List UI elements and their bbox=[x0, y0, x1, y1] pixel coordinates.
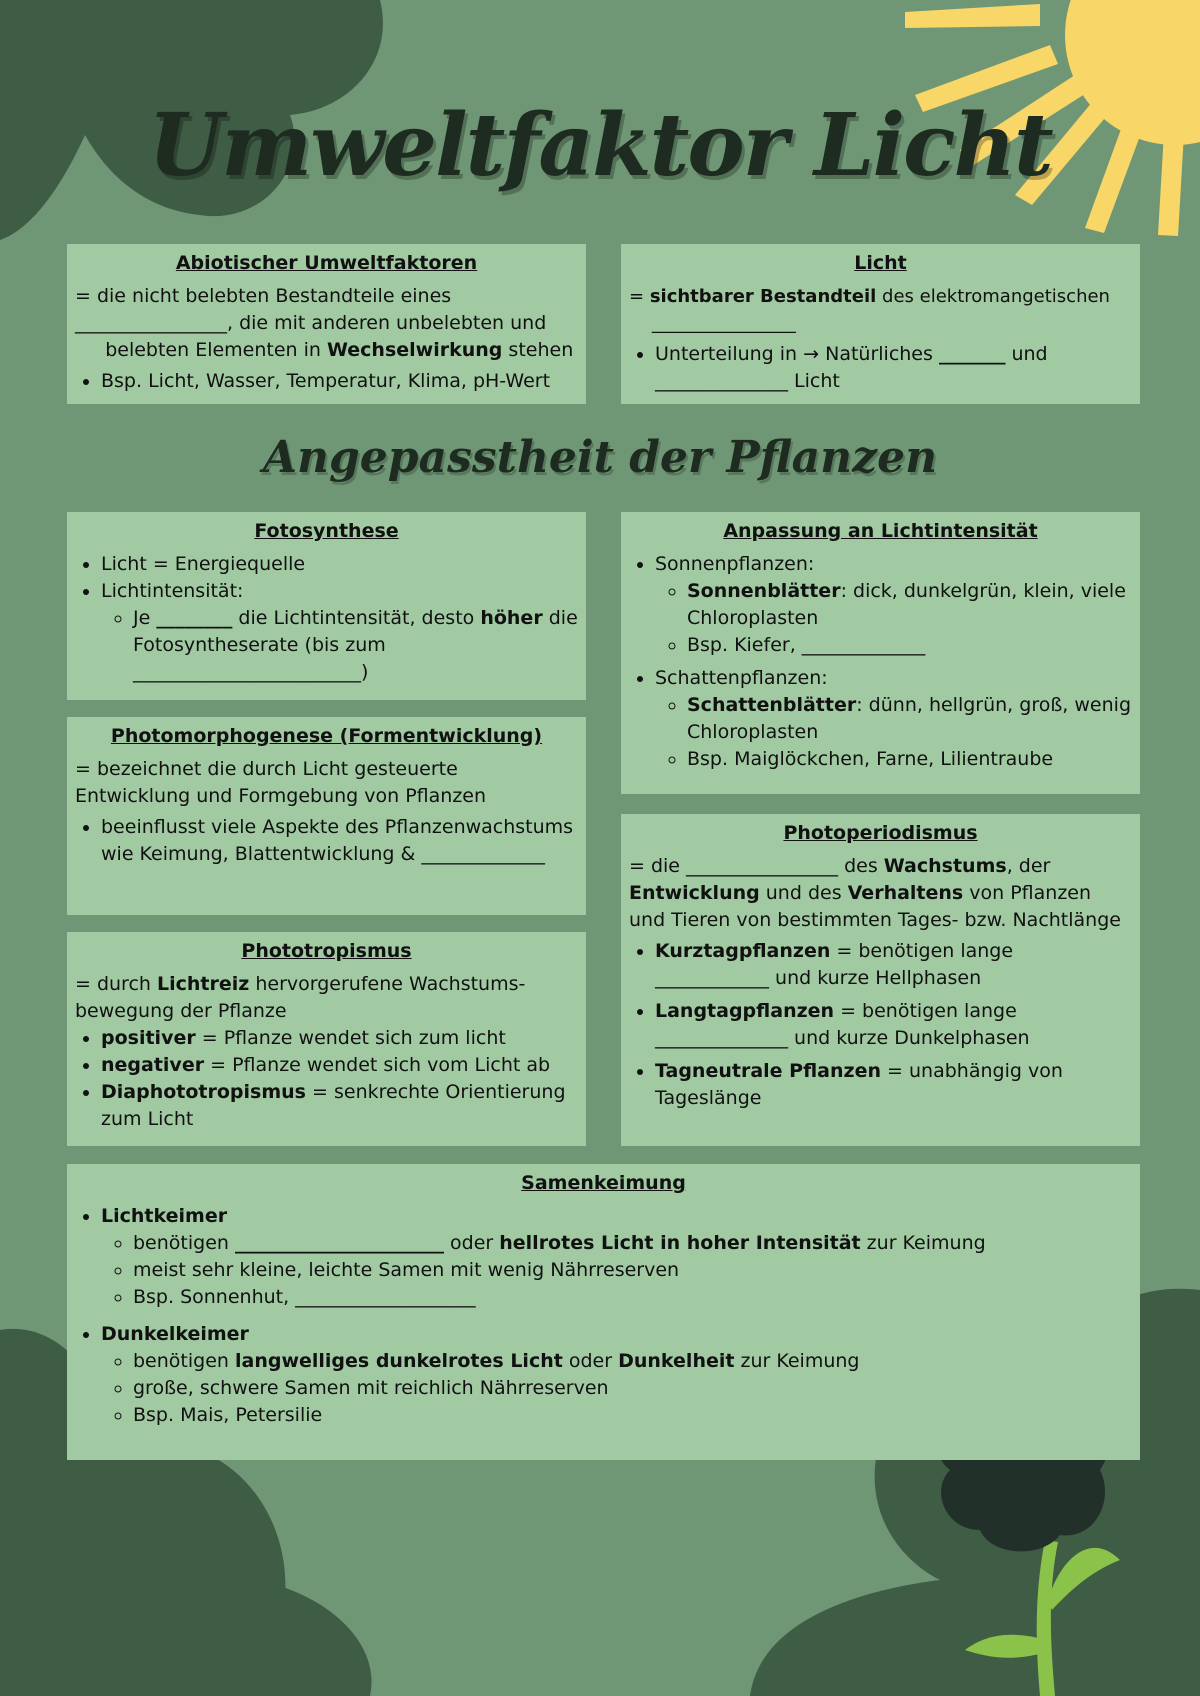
samen-heading: Samenkeimung bbox=[521, 1172, 686, 1194]
anpassung-s1-b: : dick, dunkelgrün, klein, viele Chloroplasten bbox=[687, 580, 1126, 629]
list-item: ◦ Bsp. Maiglöckchen, Farne, Lilientraube bbox=[687, 746, 1132, 773]
photoperiod-def-d: Entwicklung bbox=[629, 882, 760, 904]
photoperiod-b2-a: Langtagpflanzen bbox=[655, 1000, 835, 1022]
page-title: Umweltfaktor Licht bbox=[148, 95, 1052, 196]
anpassung-s1-a: Sonnenblätter bbox=[687, 580, 841, 602]
photomorpho-list bbox=[75, 814, 578, 868]
photoperiod-list bbox=[629, 938, 1132, 1112]
list-item bbox=[101, 1052, 578, 1079]
phototropismus-b2-b: = Pflanze wendet sich vom Licht ab bbox=[204, 1054, 551, 1076]
list-item bbox=[655, 341, 1132, 395]
phototropismus-b1-a: positiver bbox=[101, 1027, 196, 1049]
anpassung-sublist bbox=[655, 692, 1132, 773]
samen-b1: Lichtkeimer bbox=[101, 1205, 228, 1227]
samen-b2: Dunkelkeimer bbox=[101, 1323, 249, 1345]
list-item bbox=[655, 665, 1132, 773]
licht-box bbox=[621, 244, 1140, 404]
photoperiod-def-b: Wachstums bbox=[883, 855, 1007, 877]
list-item bbox=[101, 1025, 578, 1052]
photoperiod-b1-b: = benötigen lange ____________ und kurze Hellphasen bbox=[655, 940, 1014, 989]
list-item: ◦ große, schwere Samen mit reichlich Nährreserven bbox=[133, 1375, 1132, 1402]
list-item bbox=[133, 605, 578, 686]
phototropismus-b3-b: = senkrechte Orientierung zum Licht bbox=[101, 1081, 566, 1130]
photomorpho-definition: = bezeichnet die durch Licht gesteuerte Entwicklung und Formgebung von Pflanzen bbox=[75, 758, 487, 807]
photomorpho-box bbox=[67, 717, 586, 915]
abiotisch-def-d: Wechselwirkung bbox=[327, 339, 503, 361]
fotosynthese-b2: Lichtintensität: bbox=[101, 580, 244, 602]
licht-list bbox=[629, 341, 1132, 395]
phototropismus-list bbox=[75, 1025, 578, 1133]
fotosynthese-box bbox=[67, 512, 586, 700]
abiotisch-list bbox=[75, 368, 578, 395]
fotosynthese-s1-e: die Fotosyntheserate (bis zum ________________________) bbox=[133, 607, 578, 683]
list-item bbox=[687, 578, 1132, 632]
photoperiod-def-a: = die ________________ des bbox=[629, 855, 884, 877]
photoperiod-b3-b: = unabhängig von Tageslänge bbox=[655, 1060, 1063, 1109]
photoperiod-box bbox=[621, 814, 1140, 1146]
photoperiod-def-c: , der bbox=[1006, 855, 1051, 877]
samen-sublist bbox=[101, 1230, 1132, 1311]
samen-list bbox=[75, 1203, 1132, 1429]
licht-def-b: sichtbarer Bestandteil bbox=[649, 286, 877, 307]
abiotisch-def-c: belebten Elementen in bbox=[105, 339, 327, 361]
licht-def-d: ________________ bbox=[651, 313, 796, 334]
photoperiod-b3-a: Tagneutrale Pflanzen bbox=[655, 1060, 881, 1082]
list-item: • beeinflusst viele Aspekte des Pflanzenwachstums wie Keimung, Blattentwicklung & _____________ bbox=[101, 814, 578, 868]
abiotisch-def-a: = die nicht belebten Bestandteile eines bbox=[75, 285, 452, 307]
fotosynthese-s1-a: Je bbox=[133, 607, 157, 629]
fotosynthese-s1-c: die Lichtintensität, desto bbox=[232, 607, 481, 629]
list-item bbox=[133, 1348, 1132, 1375]
samen-s4-d: Dunkelheit bbox=[618, 1350, 735, 1372]
photoperiod-definition bbox=[629, 853, 1132, 934]
abiotisch-def-e: stehen bbox=[502, 339, 574, 361]
anpassung-sublist bbox=[655, 578, 1132, 659]
samen-s1-e: zur Keimung bbox=[860, 1232, 986, 1254]
samen-s1-c: oder bbox=[443, 1232, 500, 1254]
photomorpho-heading: Photomorphogenese (Formentwicklung) bbox=[110, 725, 543, 747]
anpassung-b2: Schattenpflanzen: bbox=[655, 667, 828, 689]
abiotisch-heading: Abiotischer Umweltfaktoren bbox=[175, 252, 478, 274]
licht-bullet-c: und bbox=[1005, 343, 1048, 365]
list-item bbox=[655, 1058, 1132, 1112]
photoperiod-def-e: und des bbox=[759, 882, 848, 904]
anpassung-list bbox=[629, 551, 1132, 773]
phototropismus-def-a: = durch bbox=[75, 973, 157, 995]
list-item: ◦ meist sehr kleine, leichte Samen mit wenig Nährreserven bbox=[133, 1257, 1132, 1284]
fotosynthese-s1-b: ________ bbox=[156, 607, 233, 629]
photoperiod-heading: Photoperiodismus bbox=[783, 822, 978, 844]
phototropismus-definition bbox=[75, 971, 578, 1025]
list-item: • Bsp. Licht, Wasser, Temperatur, Klima, pH-Wert bbox=[101, 368, 578, 395]
abiotisch-definition bbox=[75, 283, 578, 364]
anpassung-heading: Anpassung an Lichtintensität bbox=[723, 520, 1038, 542]
samen-sublist bbox=[101, 1348, 1132, 1429]
phototropismus-def-c: hervorgerufene Wachstums-bewegung der Pflanze bbox=[75, 973, 526, 1022]
list-item bbox=[655, 998, 1132, 1052]
licht-bullet-a: Unterteilung in → Natürliches bbox=[655, 343, 939, 365]
licht-bullet-d: ______________ Licht bbox=[655, 370, 840, 392]
photoperiod-b2-b: = benötigen lange ______________ und kurze Dunkelphasen bbox=[655, 1000, 1030, 1049]
fotosynthese-sublist bbox=[101, 605, 578, 686]
licht-bullet-b: _______ bbox=[938, 343, 1006, 365]
list-item bbox=[101, 578, 578, 686]
phototropismus-b1-b: = Pflanze wendet sich zum licht bbox=[195, 1027, 506, 1049]
licht-def-a: = bbox=[629, 286, 650, 307]
abiotisch-box bbox=[67, 244, 586, 404]
photoperiod-def-g: von Pflanzen und Tieren von bestimmten Tages- bzw. Nachtlänge bbox=[629, 882, 1121, 931]
fotosynthese-s1-d: höher bbox=[480, 607, 543, 629]
samen-box bbox=[67, 1164, 1140, 1460]
phototropismus-box bbox=[67, 932, 586, 1146]
licht-def-c: des elektromangetischen bbox=[876, 286, 1110, 307]
phototropismus-heading: Phototropismus bbox=[241, 940, 412, 962]
anpassung-b1: Sonnenpflanzen: bbox=[655, 553, 815, 575]
licht-heading: Licht bbox=[854, 252, 907, 274]
samen-s4-a: benötigen bbox=[133, 1350, 235, 1372]
phototropismus-def-b: Lichtreiz bbox=[156, 973, 250, 995]
anpassung-s3-b: : dünn, hellgrün, groß, wenig Chloroplasten bbox=[687, 694, 1132, 743]
list-item bbox=[655, 938, 1132, 992]
list-item bbox=[655, 551, 1132, 659]
samen-s1-b: ______________________ bbox=[234, 1232, 444, 1254]
abiotisch-def-b: ________________, die mit anderen unbelebten und bbox=[75, 312, 547, 334]
phototropismus-b3-a: Diaphototropismus bbox=[101, 1081, 306, 1103]
samen-s1-d: hellrotes Licht in hoher Intensität bbox=[499, 1232, 861, 1254]
list-item bbox=[101, 1203, 1132, 1311]
list-item bbox=[101, 1321, 1132, 1429]
list-item: ◦ Bsp. Sonnenhut, ___________________ bbox=[133, 1284, 1132, 1311]
fotosynthese-heading: Fotosynthese bbox=[254, 520, 399, 542]
licht-definition bbox=[629, 283, 1132, 337]
fotosynthese-list bbox=[75, 551, 578, 686]
photoperiod-def-f: Verhaltens bbox=[847, 882, 964, 904]
list-item: ◦ Bsp. Kiefer, _____________ bbox=[687, 632, 1132, 659]
samen-s4-e: zur Keimung bbox=[734, 1350, 860, 1372]
anpassung-s3-a: Schattenblätter bbox=[687, 694, 857, 716]
phototropismus-b2-a: negativer bbox=[101, 1054, 205, 1076]
photoperiod-b1-a: Kurztagpflanzen bbox=[655, 940, 831, 962]
section-title: Angepasstheit der Pflanzen bbox=[262, 432, 938, 483]
list-item: ◦ Bsp. Mais, Petersilie bbox=[133, 1402, 1132, 1429]
list-item: • Licht = Energiequelle bbox=[101, 551, 578, 578]
samen-s4-c: oder bbox=[562, 1350, 619, 1372]
list-item bbox=[133, 1230, 1132, 1257]
list-item bbox=[687, 692, 1132, 746]
samen-s1-a: benötigen bbox=[133, 1232, 235, 1254]
list-item bbox=[101, 1079, 578, 1133]
anpassung-box bbox=[621, 512, 1140, 794]
samen-s4-b: langwelliges dunkelrotes Licht bbox=[234, 1350, 563, 1372]
